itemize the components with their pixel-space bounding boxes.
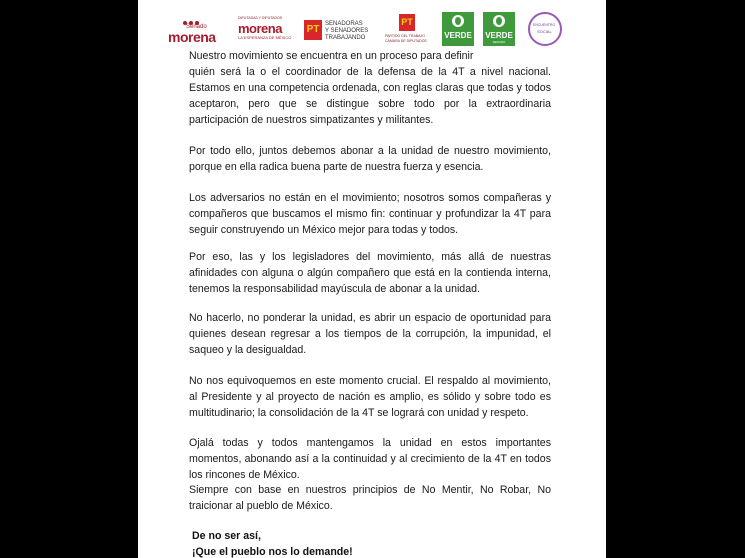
paragraph-2: Por todo ello, juntos debemos abonar a la unidad de nuestro movimiento, porque en ella radica buena parte de nuestra fuerza y esencia. bbox=[189, 145, 551, 173]
paragraph-6: No nos equivoquemos en este momento crucial. El respaldo al movimiento, al Presidente y al proyecto de nación es amplio, es sólido y sobre todo es multitudinario; la consolidación de la 4T se logrará con unidad y respeto. bbox=[189, 375, 551, 419]
pt-diputados-line1: PARTIDO DEL TRABAJO bbox=[385, 34, 425, 38]
pt-senado-line3: TRABAJANDO bbox=[325, 35, 366, 41]
encuentro-line1: ENCUENTRO bbox=[533, 23, 556, 27]
pt-diputados-line2: CÁMARA DE DIPUTADOS bbox=[385, 39, 427, 43]
verde-wordmark: VERDE bbox=[485, 31, 513, 40]
morena-wordmark: morena bbox=[238, 21, 282, 36]
pt-senado-line2: Y SENADORES bbox=[325, 28, 369, 34]
letter-body bbox=[138, 0, 606, 558]
senado-label: Senado bbox=[186, 24, 207, 30]
verde-senado-label: SENADO bbox=[492, 40, 506, 44]
pt-mark-icon: PT bbox=[399, 14, 415, 31]
paragraph-8: Siempre con base en nuestros principios de No Mentir, No Robar, No traicionar al pueblo de México. bbox=[189, 484, 551, 512]
encuentro-line2: SOCIAL bbox=[537, 29, 552, 34]
pt-mark-icon: PT bbox=[304, 20, 322, 40]
paragraph-1: Nuestro movimiento se encuentra en un proceso para definir quién será la o el coordinador de la defensa de la 4T a nivel nacional. Estamos en una competencia ordenada, con reglas claras que todas y todos aceptaron, pero que se distingue sobre todo por la extraordinaria participación de nuestros simpatizantes y militantes. bbox=[189, 50, 551, 126]
verde-wordmark: VERDE bbox=[444, 31, 472, 40]
paragraph-4: Por eso, las y los legisladores del movimiento, más allá de nuestras afinidades con alguna o algún compañero que está en la contienda interna, tenemos la responsabilidad mayúscula de abonar a la unidad. bbox=[189, 251, 551, 295]
document-page bbox=[138, 0, 606, 558]
morena-wordmark: morena bbox=[168, 29, 216, 45]
closing-statement: De no ser así, ¡Que el pueblo nos lo demande! bbox=[192, 530, 353, 558]
paragraph-3: Los adversarios no están en el movimiento; nosotros somos compañeras y compañeros que buscamos el mismo fin: continuar y profundizar la 4T para seguir construyendo un México mejor para todas y todos. bbox=[189, 192, 551, 236]
paragraph-7: Ojalá todas y todos mantengamos la unidad en estos importantes momentos, abonando así a la continuidad y al crecimiento de la 4T en todos los rincones de México. bbox=[189, 437, 551, 481]
pt-senado-line1: SENADORAS bbox=[325, 21, 363, 27]
morena-slogan: LA ESPERANZA DE MÉXICO bbox=[238, 35, 292, 40]
paragraph-5: No hacerlo, no ponderar la unidad, es abrir un espacio de oportunidad para quienes desean regresar a los tiempos de la corrupción, la impunidad, el saqueo y la desigualdad. bbox=[189, 312, 551, 356]
diputados-label: DIPUTADAS Y DIPUTADOS bbox=[238, 16, 283, 20]
